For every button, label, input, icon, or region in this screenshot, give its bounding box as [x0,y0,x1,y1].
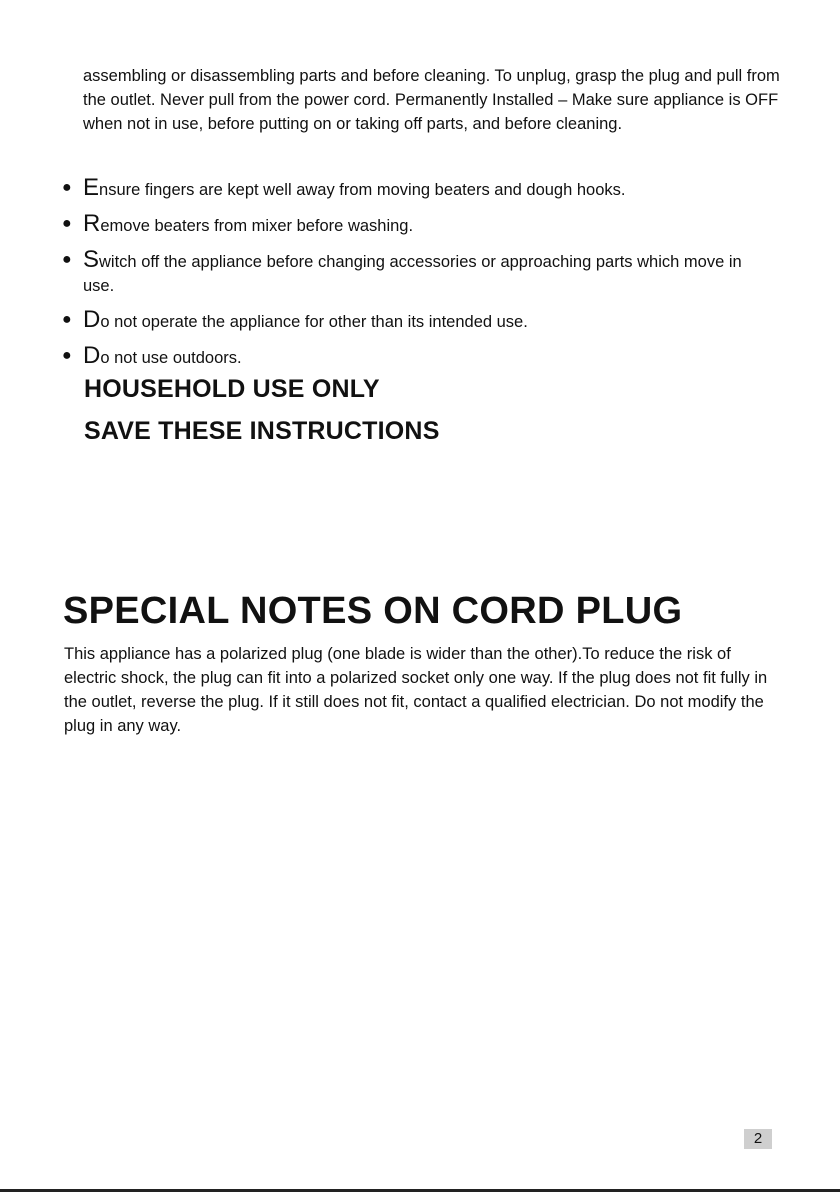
intro-paragraph: assembling or disassembling parts and before cleaning. To unplug, grasp the plug and pull from the outlet. Never pull from the power cord. Permanently Installed – Make sure appliance is OFF when not in use, before putting on or taking off parts, and before cleaning. [83,67,780,133]
bullet-initial: E [83,174,100,201]
section-title: SPECIAL NOTES ON CORD PLUG [63,590,683,632]
bullet-dot-icon: ● [62,215,72,232]
bullet-initial: R [83,210,101,237]
bullet-item [62,174,773,202]
bullet-dot-icon: ● [62,311,72,328]
bullet-text: witch off the appliance before changing accessories or approaching parts which move in use. [83,253,742,295]
bullet-dot-icon: ● [62,251,72,268]
bullet-initial: D [83,306,101,333]
bullet-dot-icon: ● [62,347,72,364]
save-instructions-heading: SAVE THESE INSTRUCTIONS [84,417,440,445]
bullet-item [62,306,773,334]
bullet-text: o not use outdoors. [100,349,242,367]
household-use-heading: HOUSEHOLD USE ONLY [84,375,380,403]
bullet-text: o not operate the appliance for other than its intended use. [100,313,528,331]
bullet-dot-icon: ● [62,179,72,196]
page-number: 2 [744,1129,772,1149]
bullet-text: emove beaters from mixer before washing. [100,217,414,235]
bullet-item [62,210,773,238]
bullet-item [62,246,773,298]
bullet-initial: D [83,342,101,369]
cord-plug-notes-paragraph: This appliance has a polarized plug (one blade is wider than the other).To reduce the risk of electric shock, the plug can fit into a polarized socket only one way. If the plug does not fit fully in the outlet, reverse the plug. If it still does not fit, contact a qualified electrician. Do not modify the plug in any way. [64,645,768,735]
bullet-initial: S [83,246,100,273]
bullet-item [62,342,773,370]
bullet-text: nsure fingers are kept well away from moving beaters and dough hooks. [99,181,626,199]
